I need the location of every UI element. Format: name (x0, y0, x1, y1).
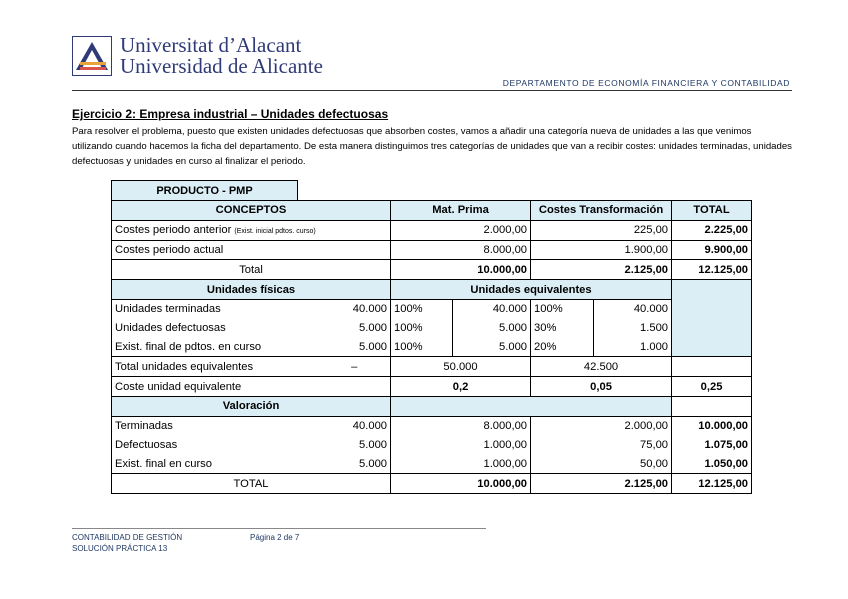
cell-mat: 10.000,00 (391, 260, 531, 280)
header-valoracion: Valoración (112, 396, 391, 416)
header-rule (72, 90, 792, 91)
university-logo-icon (72, 36, 112, 76)
cost-table (111, 200, 752, 494)
cell-total: 2.225,00 (672, 220, 752, 240)
blank-cell (391, 396, 672, 416)
blank-cell (672, 396, 752, 416)
header-costes-transformacion: Costes Transformación (531, 201, 672, 221)
footer-practice: SOLUCIÓN PRÁCTICA 13 (72, 544, 168, 553)
cell-trans: 50,00 (531, 454, 672, 473)
cell-qty: 5.000 (319, 454, 391, 473)
row-label: Defectuosas (112, 436, 319, 455)
valuation-header-row (112, 396, 752, 416)
header-unidades-equivalentes: Unidades equivalentes (391, 280, 672, 300)
header-total: TOTAL (672, 201, 752, 221)
cell-trans: 42.500 (531, 357, 672, 377)
cell-trans: 2.125,00 (531, 260, 672, 280)
cell-mat-units: 5.000 (453, 338, 531, 357)
table-row (112, 338, 752, 357)
cell-mat-pct: 100% (391, 338, 453, 357)
table-row (112, 260, 752, 280)
cell-total: 1.075,00 (672, 436, 752, 455)
blank-cell (672, 357, 752, 377)
cell-mat-pct: 100% (391, 319, 453, 338)
table-header-row (112, 201, 752, 221)
header-concepts: CONCEPTOS (112, 201, 391, 221)
cell-trans-units: 1.500 (594, 319, 672, 338)
table-row (112, 474, 752, 494)
table-row (112, 220, 752, 240)
cell-total: 12.125,00 (672, 260, 752, 280)
row-label: Costes periodo anterior (Exist. inicial pdtos. curso) (112, 220, 391, 240)
cell-total: 9.900,00 (672, 240, 752, 260)
cell-mat: 1.000,00 (391, 454, 531, 473)
row-label: TOTAL (112, 474, 391, 494)
cell-qty: 5.000 (319, 436, 391, 455)
cell-mat: 1.000,00 (391, 436, 531, 455)
table-row (112, 377, 752, 397)
cell-qty: 5.000 (319, 319, 391, 338)
cell-trans: 2.125,00 (531, 474, 672, 494)
cell-mat: 50.000 (391, 357, 531, 377)
cell-trans-units: 40.000 (594, 299, 672, 318)
exercise-title: Ejercicio 2: Empresa industrial – Unidades defectuosas (72, 107, 389, 121)
table-row (112, 240, 752, 260)
header-mat-prima: Mat. Prima (391, 201, 531, 221)
cell-mat: 0,2 (391, 377, 531, 397)
product-label: PRODUCTO - PMP (111, 180, 298, 200)
cell-qty: – (319, 357, 391, 377)
cell-mat-units: 40.000 (453, 299, 531, 318)
cell-trans: 225,00 (531, 220, 672, 240)
university-name-spanish: Universidad de Alicante (120, 54, 323, 78)
cell-qty: 40.000 (319, 416, 391, 435)
cell-mat: 8.000,00 (391, 416, 531, 435)
cell-qty: 5.000 (319, 338, 391, 357)
footer-rule (72, 528, 486, 529)
row-label: Unidades defectuosas (112, 319, 319, 338)
table-row (112, 436, 752, 455)
cell-trans: 0,05 (531, 377, 672, 397)
cell-qty: 40.000 (319, 299, 391, 318)
cell-mat: 2.000,00 (391, 220, 531, 240)
cell-trans-pct: 20% (531, 338, 594, 357)
cell-trans: 75,00 (531, 436, 672, 455)
blank-cell (672, 280, 752, 357)
cell-total: 1.050,00 (672, 454, 752, 473)
row-note: (Exist. inicial pdtos. curso) (234, 228, 316, 236)
cell-total: 10.000,00 (672, 416, 752, 435)
row-label: Exist. final de pdtos. en curso (112, 338, 319, 357)
cell-mat: 10.000,00 (391, 474, 531, 494)
row-label: Unidades terminadas (112, 299, 319, 318)
cell-total: 12.125,00 (672, 474, 752, 494)
cell-trans-units: 1.000 (594, 338, 672, 357)
cell-trans-pct: 30% (531, 319, 594, 338)
cell-mat-pct: 100% (391, 299, 453, 318)
units-header-row (112, 280, 752, 300)
table-row (112, 299, 752, 318)
cell-mat-units: 5.000 (453, 319, 531, 338)
cell-trans: 2.000,00 (531, 416, 672, 435)
row-label: Exist. final en curso (112, 454, 319, 473)
header-unidades-fisicas: Unidades físicas (112, 280, 391, 300)
table-row (112, 454, 752, 473)
table-row (112, 416, 752, 435)
footer-course: CONTABILIDAD DE GESTIÓN (72, 533, 183, 542)
row-label: Terminadas (112, 416, 319, 435)
table-row (112, 357, 752, 377)
cell-total: 0,25 (672, 377, 752, 397)
row-label: Costes periodo actual (112, 240, 391, 260)
department-name: DEPARTAMENTO DE ECONOMÍA FINANCIERA Y CONTABILIDAD (502, 78, 790, 88)
table-row (112, 319, 752, 338)
cell-mat: 8.000,00 (391, 240, 531, 260)
row-label: Coste unidad equivalente (112, 377, 391, 397)
university-name-valencian: Universitat d’Alacant (120, 33, 302, 57)
cell-trans-pct: 100% (531, 299, 594, 318)
row-label: Total unidades equivalentes (112, 357, 319, 377)
row-label: Total (112, 260, 391, 280)
footer-page-number: Página 2 de 7 (250, 533, 300, 542)
cell-trans: 1.900,00 (531, 240, 672, 260)
exercise-intro: Para resolver el problema, puesto que existen unidades defectuosas que absorben costes, vamos a añadir una categoría nueva de unidades a las que venimos utilizando cuando hacemos la ficha del departamento. De esta manera distinguimos tres categorías de unidades que van a recibir costes: unidades terminadas, unidades defectuosas y unidades en curso al finalizar el periodo. (72, 126, 792, 167)
